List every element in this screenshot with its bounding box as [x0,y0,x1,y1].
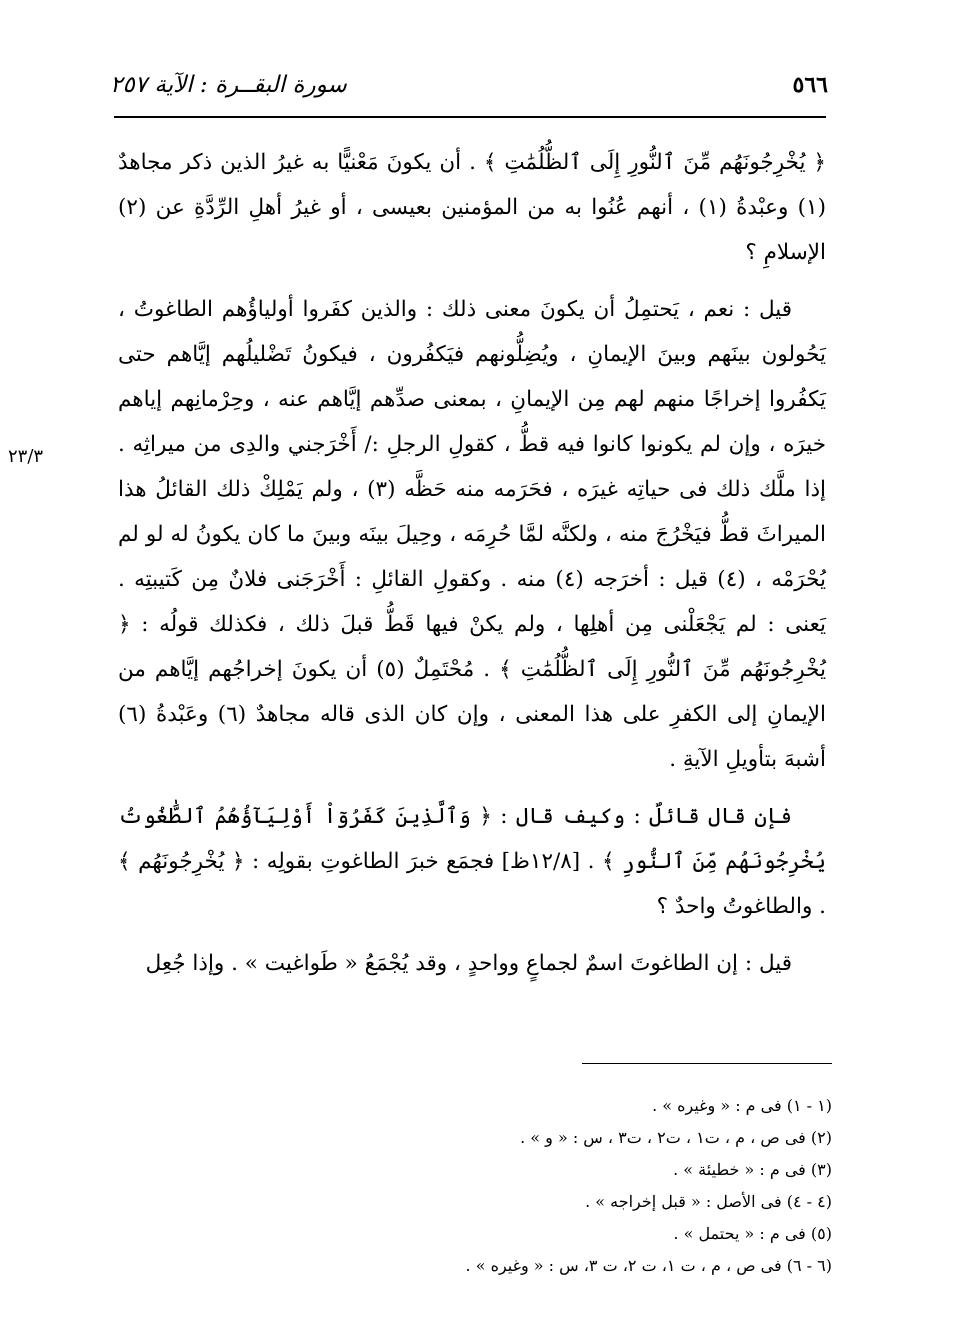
footnote: (٢) فى ص ، م ، ت١ ، ت٢ ، ت٣ ، س : « و » . [520,1128,832,1147]
footnote: (٤ - ٤) فى الأصل : « قبل إخراجه » . [585,1192,832,1211]
footnotes [132,1090,832,1282]
paragraph: ﴿ يُخْرِجُونَهُم مِّنَ ٱلنُّورِ إِلَى ٱلظُّلُمَٰتِ ﴾ . أن يكونَ مَعْنيًّا به غيرُ الذين ذكر مجاهدٌ (١) وعبْدةُ (١) ، أنهم عُنُوا به من المؤمنين بعيسى ، أو غيرُ أهلِ الرِّدَّةِ عن (٢) الإسلامِ ؟ [118,150,826,265]
main-text [118,140,826,998]
header-rule [114,116,826,118]
paragraph: فإن قال قائلٌ : وكيف قال : ﴿ وَٱلَّذِينَ كَفَرُوٓاْ أَوْلِيَآؤُهُمُ ٱلطَّٰغُوتُ يُخْرِجُونَهُم مِّنَ ٱلنُّورِ ﴾ . [١٢/٨ظ] فجمَع خبرَ الطاغوتِ بقولِه : ﴿ يُخْرِجُونَهُم ﴾ . والطاغوتُ واحدٌ ؟ [118,804,826,919]
margin-reference: ٢٣/٣ [8,446,44,467]
footnote: (١ - ١) فى م : « وغيره » . [652,1096,832,1115]
paragraph: قيل : إن الطاغوتَ اسمٌ لجماعٍ وواحدٍ ، وقد يُجْمَعُ « طَواغيت » . وإذا جُعِل [145,951,792,976]
footnote-rule [582,1063,832,1064]
footnote: (٦ - ٦) فى ص ، م ، ت ١، ت ٢، ت ٣، س : « وغيره » . [465,1256,832,1275]
page-number: ٥٦٦ [792,72,828,98]
footnote: (٥) فى م : « يحتمل » . [673,1224,832,1243]
paragraph: قيل : نعم ، يَحتمِلُ أن يكونَ معنى ذلك : والذين كفَروا أولياؤُهم الطاغوتُ ، يَحُولون بينَهم وبينَ الإيمانِ ، ويُضِلُّونهم فيَكفُرون ، فيكونُ تَضْليلُهم إيَّاهم حتى يَكفُروا إخراجًا منهم لهم مِن الإيمانِ ، بمعنى صدِّهم إيَّاهم عنه ، وحِرْمانِهم إياهم خيرَه ، وإن لم يكونوا كانوا فيه قطُّ ، كقولِ الرجلِ :/ أَخْرَجني والدِى من ميراثِه . إذا ملَّك ذلك فى حياتِه غيرَه ، فحَرَمه منه حَظَّه (٣) ، ولم يَمْلِكْ ذلك القائلُ هذا الميراثَ قطُّ فيَخْرُجَ منه ، ولكنَّه لمَّا حُرِمَه ، وحِيلَ بينَه وبينَ ما كان يكونُ له لو لم يُحْرَمْه ، (٤) قيل : أخرَجه (٤) منه . وكقولِ القائلِ : أَخْرَجَنى فلانٌ مِن كَتيبتِه . يَعنى : لم يَجْعَلْنى مِن أهلِها ، ولم يكنْ فيها قَطُّ قبلَ ذلك ، فكذلك قولُه : ﴿ يُخْرِجُونَهُم مِّنَ ٱلنُّورِ إِلَى ٱلظُّلُمَٰتِ ﴾ . مُحْتَمِلٌ (٥) أن يكونَ إخراجُهم إيَّاهم من الإيمانِ إلى الكفرِ على هذا المعنى ، وإن كان الذى قاله مجاهدٌ (٦) وعَبْدةُ (٦) أشبهَ بتأويلِ الآيةِ . [118,297,827,772]
page-header [110,68,828,102]
running-title: سورة البقــرة : الآية ٢٥٧ [110,72,347,98]
footnote: (٣) فى م : « خطيئة » . [673,1160,832,1179]
